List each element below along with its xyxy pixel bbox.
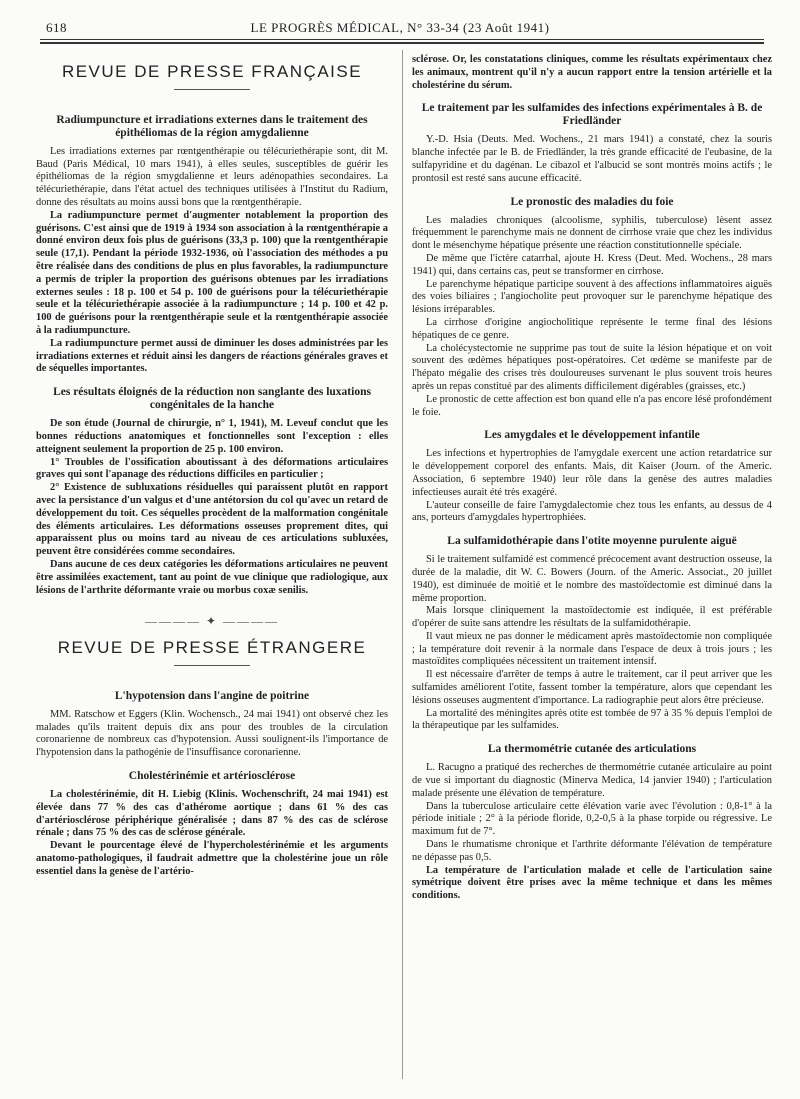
paragraph: Dans aucune de ces deux catégories les déformations articulaires ne peuvent être assimilées exactement, tant au point de vue clinique que radiologique, aux lésions de l'arthrite déformante vraie ou morbus coxæ senilis. xyxy=(36,558,388,596)
section-rule xyxy=(174,665,250,666)
paragraph: La cholestérinémie, dit H. Liebig (Klinis. Wochenschrift, 24 mai 1941) est élevée dans 77 % des cas d'athérome aortique ; dans 61 % des cas d'artériosclérose périphérique généralisée ; dans 87 % des cas de sclérose rénale ; dans 75 % des cas de sclérose générale. xyxy=(36,789,388,839)
paragraph: MM. Ratschow et Eggers (Klin. Wochensch., 24 mai 1941) ont observé chez les malades qu'ils traitent depuis dix ans pour des troubles de la circulation coronarienne de nombreux cas d'hypotension. Aussi soulignent-ils l'importance de l'hypotension dans la pathogénie de l'insuffisance coronarienne. xyxy=(36,708,388,759)
paragraph: Dans le rhumatisme chronique et l'arthrite déformante l'élévation de température ne dépasse pas 0,5. xyxy=(412,839,772,863)
right-column xyxy=(412,54,772,903)
paragraph: Le pronostic de cette affection est bon quand elle n'a pas encore lésé profondément le foie. xyxy=(412,393,772,418)
paragraph: La cholécystectomie ne supprime pas tout de suite la lésion hépatique et on voit souvent des œdèmes hépatiques post-opératoires. Cet œdème se manifeste par de l'hépato mégalie des crises très douloureuses survenant le plus souvent trois heures après un repas constitué par des aliments difficilement digérables (graisses, etc.) xyxy=(412,342,772,392)
paragraph: Il vaut mieux ne pas donner le médicament après mastoïdectomie non compliquée ; la température doit revenir à la normale dans l'espace de deux à trois jours ; les mastoïdites compliquées nécessitent un traitement intensif. xyxy=(412,630,772,668)
paragraph: Le parenchyme hépatique participe souvent à des affections inflammatoires aiguës des voies biliaires ; l'angiocholite peut provoquer sur le parenchyme hépatique des lésions irréparables. xyxy=(412,278,772,316)
page-number: 618 xyxy=(46,20,67,35)
paragraph: La température de l'articulation malade et celle de l'articulation saine symétrique doivent être prises avec la même technique et dans les mêmes conditions. xyxy=(412,864,772,902)
article-title: L'hypotension dans l'angine de poitrine xyxy=(114,689,310,702)
paragraph: Devant le pourcentage élevé de l'hypercholestérinémie et les arguments anatomo-pathologiques, il faudrait admettre que la cholestérine joue un rôle essentiel dans la genèse de l'artério- xyxy=(36,840,388,877)
ornament-divider: ———— ✦ ———— xyxy=(144,614,280,629)
paragraph: La cirrhose d'origine angiocholitique représente le terme final des lésions hépatiques de ce genre. xyxy=(412,316,772,341)
section-heading-french: REVUE DE PRESSE FRANÇAISE xyxy=(61,62,363,81)
paragraph: De même que l'ictère catarrhal, ajoute H. Kress (Deut. Med. Wochens., 28 mars 1941) qui, dans certains cas, peut se transformer en cirrhose. xyxy=(412,252,772,277)
header-rule-thick xyxy=(40,42,764,44)
article-title: Le traitement par les sulfamides des infections expérimentales à B. de Friedländer xyxy=(421,102,763,128)
paragraph: Il est nécessaire d'arrêter de temps à autre le traitement, car il peut arriver que les sulfamides améliorent l'otite, fassent tomber la température, alors que cependant les lésions osseuses augmentent d'importance. La radiographie peut alors être précieuse. xyxy=(412,669,772,706)
article-title: Les résultats éloignés de la réduction non sanglante des luxations congénitales de la hanche xyxy=(53,386,371,412)
paragraph: Les irradiations externes par rœntgenthérapie ou télécuriethérapie sont, dit M. Baud (Paris Médical, 10 mars 1941), à elles seules, susceptibles de guérir les épithéliomas de la région smygdalienne et leurs adénopathies secondaires. La télécuriethérapie, dans l'état actuel des techniques utilisées à l'Institut du Radium, donne des résultats au moins aussi bons que la rœntgenthérapie. xyxy=(36,145,388,208)
article-title: La thermométrie cutanée des articulations xyxy=(487,743,697,756)
paragraph: L. Racugno a pratiqué des recherches de thermométrie cutanée articulaire au point de vue si important du diagnostic (Minerva Medica, 14 janvier 1940) ; l'articulation malade présente une élévation de température. xyxy=(412,762,772,799)
paragraph: Les infections et hypertrophies de l'amygdale exercent une action retardatrice sur le développement corporel des enfants. Mais, dit Kaiser (Journ. of the Americ. Association, 6 septembre 1940) leur rôle dans la genèse des autres maladies infectieuses aurait été très exagéré. xyxy=(412,448,772,498)
paragraph: La radiumpuncture permet d'augmenter notablement la proportion des guérisons. C'est ainsi que de 1919 à 1934 son association à la rœntgenthérapie a donné environ deux fois plus de guérisons (33,3 p. 100) que la rœntgenthérapie seule (17,1). Pendant la période 1932-1936, où l'association des méthodes a pu être réalisée dans des conditions de plus en plus favorables, la radiumpuncture a permis de tripler la proportion des guérisons obtenues par les irradiations externes seules : 18 p. 100 et 54 p. 100 de guérisons pour la télécuriethérapie seule et la télécuriethérapie associée à la radiumpuncture ; 14 p. 100 et 42 p. 100 de guérisons pour la rœntgenthérapie seule et la rœntgenthérapie associée à la radiumpuncture. xyxy=(36,209,388,336)
page-header xyxy=(36,20,764,38)
paragraph: sclérose. Or, les constatations cliniques, comme les résultats expérimentaux chez les animaux, montrent qu'il n'y a aucun rapport entre la tension artérielle et la cholestérine du sérum. xyxy=(412,54,772,91)
paragraph: La mortalité des méningites après otite est tombée de 97 à 35 % depuis l'emploi de la thérapeutique par les sulfamides. xyxy=(412,707,772,732)
section-rule xyxy=(174,89,250,90)
paragraph: Mais lorsque cliniquement la mastoïdectomie est indiquée, il est préférable d'opérer de suite sans attendre les résultats de la sulfamidothérapie. xyxy=(412,605,772,630)
header-rule xyxy=(40,39,764,40)
paragraph: Si le traitement sulfamidé est commencé précocement avant destruction osseuse, la durée de la maladie, dit W. C. Bowers (Journ. of the Americ. Associat., 20 juillet 1940), est diminuée de moitié et le nombre des mastoïdectomie est diminué dans la même proportion. xyxy=(412,554,772,604)
paragraph: Dans la tuberculose articulaire cette élévation varie avec l'évolution : 0,8-1° à la période initiale ; 2° à la période floride, 0,2-0,5 à la phase torpide ou régressive. Le maximum fut de 7°. xyxy=(412,800,772,838)
paragraph: Les maladies chroniques (alcoolisme, syphilis, tuberculose) lèsent assez fréquemment le parenchyme mais ne donnent de cirrhose vraie que chez les individus dont le mésenchyme hépatique présente une réaction constitutionnelle spéciale. xyxy=(412,214,772,252)
journal-title: LE PROGRÈS MÉDICAL, N° 33-34 (23 Août 1941) xyxy=(250,20,550,35)
paragraph: De son étude (Journal de chirurgie, n° 1, 1941), M. Leveuf conclut que les bonnes réductions anatomiques et fonctionnelles sont l'exception : elles atteignent seulement la proportion de 25 p. 100 environ. xyxy=(36,418,388,455)
article-title: Cholestérinémie et artériosclérose xyxy=(128,770,296,783)
article-title: La sulfamidothérapie dans l'otite moyenne purulente aiguë xyxy=(447,535,737,548)
paragraph: L'auteur conseille de faire l'amygdalectomie chez tous les enfants, au dessus de 4 ans, porteurs d'amygdales hypertrophiées. xyxy=(412,499,772,524)
paragraph: La radiumpuncture permet aussi de diminuer les doses administrées par les irradiations externes et réduit ainsi les dangers de réactions générales graves et de séquelles importantes. xyxy=(36,337,388,375)
article-title: Les amygdales et le développement infantile xyxy=(484,429,700,442)
paragraph: Y.-D. Hsia (Deuts. Med. Wochens., 21 mars 1941) a constaté, chez la souris blanche infectée par le B. de Friedländer, la très grande efficacité de l'eubasine, de la sulfapyridine et du dagénan. Le cibazol et l'albucid se sont montrés moins actifs ; le prontosil est resté sans aucune efficacité. xyxy=(412,134,772,184)
section-heading-foreign: REVUE DE PRESSE ÉTRANGERE xyxy=(57,638,367,658)
article-title: Radiumpuncture et irradiations externes dans le traitement des épithéliomas de la région amygdalienne xyxy=(56,113,368,139)
paragraph: 2° Existence de subluxations résiduelles qui paraissent plutôt en rapport avec la persistance d'un valgus et d'une antétorsion du col qu'avec un retard de développement du toit. Ces séquelles procèdent de la malformation congénitale des éléments articulaires. Les déformations osseuses proprement dites, qui apparaissent plus ou moins tard au niveau de ces articulations subluxées, peuvent être considérées comme secondaires. xyxy=(36,482,388,558)
left-column xyxy=(36,52,388,879)
column-divider xyxy=(402,50,403,1079)
article-title: Le pronostic des maladies du foie xyxy=(510,195,674,208)
paragraph: 1° Troubles de l'ossification aboutissant à des déformations articulaires graves qui sont l'apanage des réductions difficiles en particulier ; xyxy=(36,456,388,481)
